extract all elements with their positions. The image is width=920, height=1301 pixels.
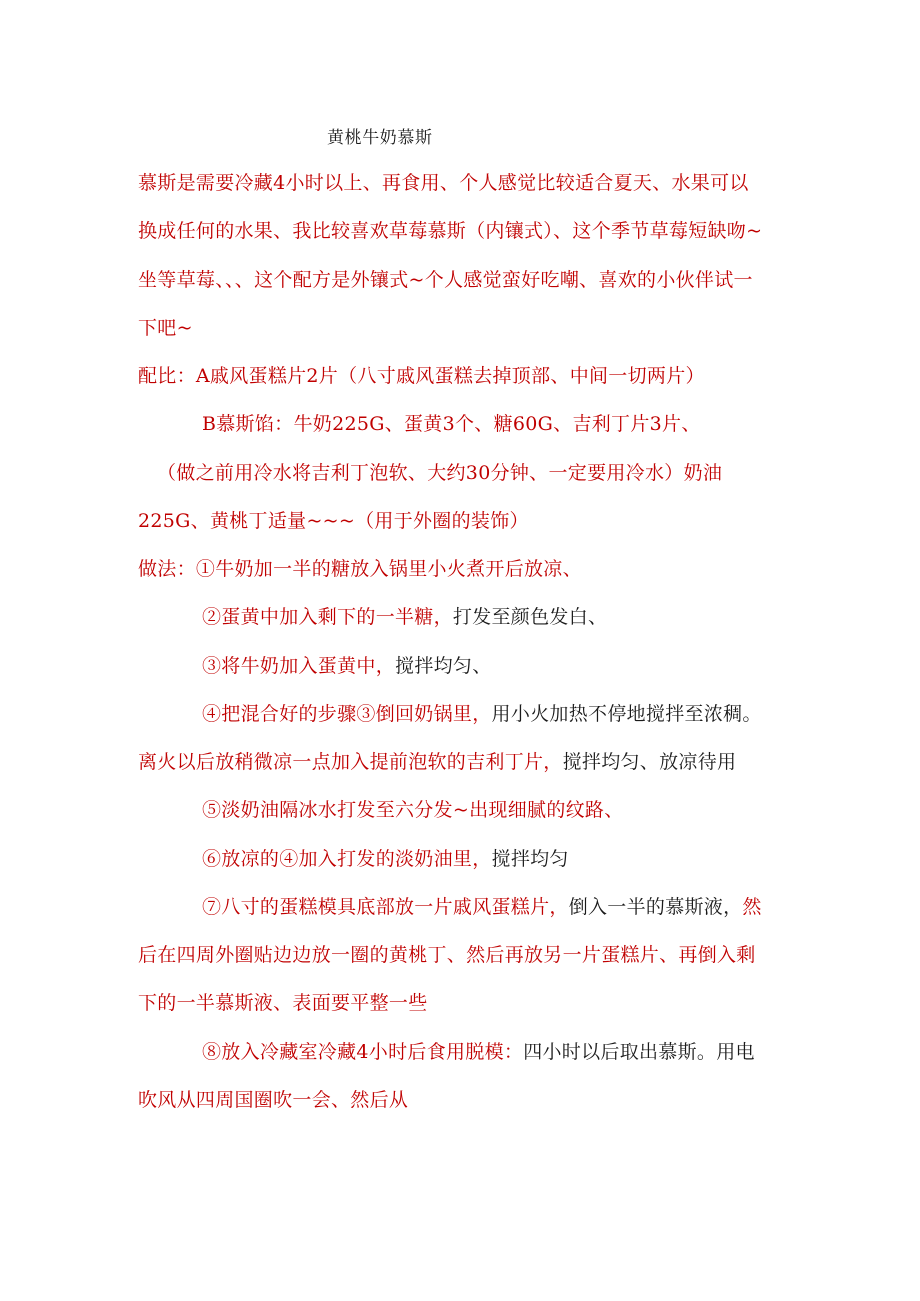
method-step-7-line-1	[202, 895, 762, 919]
step-8-part-a: ⑧放入冷藏室冷藏4小时后食用脱模：	[202, 1041, 524, 1063]
ratio-b-line-3: 225G、黄桃丁适量~~~（用于外圈的装饰）	[138, 510, 529, 532]
method-step-7-line-2: 后在四周外圈贴边边放一圈的黄桃丁、然后再放另一片蛋糕片、再倒入剩	[138, 944, 756, 966]
intro-line-1: 慕斯是需要冷藏4小时以上、再食用、个人感觉比较适合夏天、水果可以	[138, 172, 749, 194]
method-step-5: ⑤淡奶油隔冰水打发至六分发~出现细腻的纹路、	[202, 799, 624, 821]
step-4-part-d: 搅拌均匀、放凉待用	[562, 751, 737, 773]
step-2-part-a: ②蛋黄中加入剩下的一半糖，	[202, 606, 453, 628]
step-8-part-b: 四小时以后取出慕斯。用电	[523, 1041, 755, 1063]
method-step-8-line-1	[202, 1040, 755, 1064]
intro-line-3: 坐等草莓、、、这个配方是外镶式~个人感觉蛮好吃嘲、喜欢的小伙伴试一	[138, 269, 753, 291]
method-step-2	[202, 605, 607, 629]
method-step-7-line-3: 下的一半慕斯液、表面要平整一些	[138, 992, 428, 1014]
step-7-part-b: 倒入一半的慕斯液，	[568, 896, 743, 918]
step-4-part-c: 离火以后放稍微凉一点加入提前泡软的吉利丁片，	[138, 751, 563, 773]
step-6-part-b: 搅拌均匀	[491, 848, 569, 870]
ratio-b-line-1: B慕斯馅：牛奶225G、蛋黄3个、糖60G、吉利丁片3片、	[202, 413, 701, 435]
method-step-1: 做法：①牛奶加一半的糖放入锅里小火煮开后放凉、	[138, 558, 582, 580]
step-3-part-a: ③将牛奶加入蛋黄中，	[202, 655, 396, 677]
step-3-part-b: 搅拌均匀、	[395, 655, 492, 677]
step-7-part-c: 然	[742, 896, 762, 918]
step-6-part-a: ⑥放凉的④加入打发的淡奶油里，	[202, 848, 492, 870]
ratio-a-line: 配比：A戚风蛋糕片2片（八寸戚风蛋糕去掉顶部、中间一切两片）	[138, 365, 705, 387]
method-step-4-line-2	[138, 750, 736, 774]
method-step-6	[202, 847, 569, 871]
intro-line-2: 换成任何的水果、我比较喜欢草莓慕斯（内镶式）、这个季节草莓短缺吻~	[138, 220, 763, 242]
step-2-part-b: 打发至颜色发白、	[452, 606, 608, 628]
step-4-part-a: ④把混合好的步骤③倒回奶锅里，	[202, 703, 492, 725]
intro-line-4: 下吧~	[138, 317, 193, 339]
method-step-8-line-2: 吹风从四周国圈吹一会、然后从	[138, 1089, 409, 1111]
ratio-b-line-2: （做之前用冷水将吉利丁泡软、大约30分钟、一定要用冷水）奶油	[157, 462, 723, 484]
page-title: 黄桃牛奶慕斯	[327, 128, 433, 148]
method-step-3	[202, 654, 492, 678]
step-4-part-b: 用小火加热不停地搅拌至浓稠。	[491, 703, 762, 725]
method-step-4-line-1	[202, 702, 762, 726]
step-7-part-a: ⑦八寸的蛋糕模具底部放一片戚风蛋糕片，	[202, 896, 569, 918]
